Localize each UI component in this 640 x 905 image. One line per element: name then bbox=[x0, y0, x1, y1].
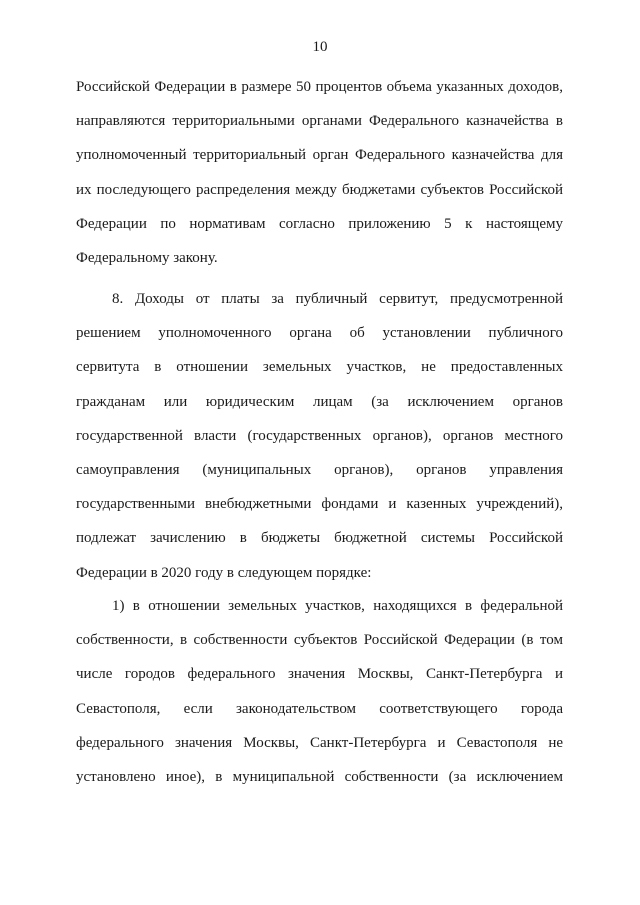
text-line: уполномоченный территориальный орган Федерального казначейства для bbox=[76, 147, 563, 164]
text-line: Федерации по нормативам согласно приложению 5 к настоящему bbox=[76, 215, 563, 232]
paragraph-item-8 bbox=[76, 282, 563, 590]
text-line: установлено иное), в муниципальной собственности (за исключением bbox=[76, 768, 563, 785]
text-line: направляются территориальными органами Федерального казначейства в bbox=[76, 113, 563, 130]
text-line: числе городов федерального значения Москвы, Санкт-Петербурга и bbox=[76, 666, 563, 683]
text-line: Севастополя, если законодательством соответствующего города bbox=[76, 700, 563, 717]
text-line: Федерации в 2020 году в следующем порядке: bbox=[76, 564, 372, 581]
text-line: гражданам или юридическим лицам (за исключением органов bbox=[76, 393, 563, 410]
text-line: государственными внебюджетными фондами и казенных учреждений), bbox=[76, 496, 563, 513]
text-line: государственной власти (государственных органов), органов местного bbox=[76, 427, 563, 444]
text-line: Федеральному закону. bbox=[76, 249, 218, 266]
text-line: Российской Федерации в размере 50 процентов объема указанных доходов, bbox=[76, 79, 563, 95]
page-number: 10 bbox=[312, 39, 328, 55]
text-line: подлежат зачислению в бюджеты бюджетной системы Российской bbox=[76, 530, 563, 547]
text-line: собственности, в собственности субъектов Российской Федерации (в том bbox=[76, 632, 563, 649]
paragraph-subitem-1 bbox=[76, 589, 563, 794]
paragraph-continuation bbox=[76, 70, 563, 275]
text-line: 8. Доходы от платы за публичный сервитут, предусмотренной bbox=[112, 291, 563, 307]
text-line: федерального значения Москвы, Санкт-Петербурга и Севастополя не bbox=[76, 734, 563, 751]
text-line: самоуправления (муниципальных органов), органов управления bbox=[76, 461, 563, 478]
text-line: сервитута в отношении земельных участков, не предоставленных bbox=[76, 359, 563, 376]
text-line: 1) в отношении земельных участков, находящихся в федеральной bbox=[112, 598, 563, 614]
text-line: их последующего распределения между бюджетами субъектов Российской bbox=[76, 181, 563, 198]
text-line: решением уполномоченного органа об установлении публичного bbox=[76, 325, 563, 342]
